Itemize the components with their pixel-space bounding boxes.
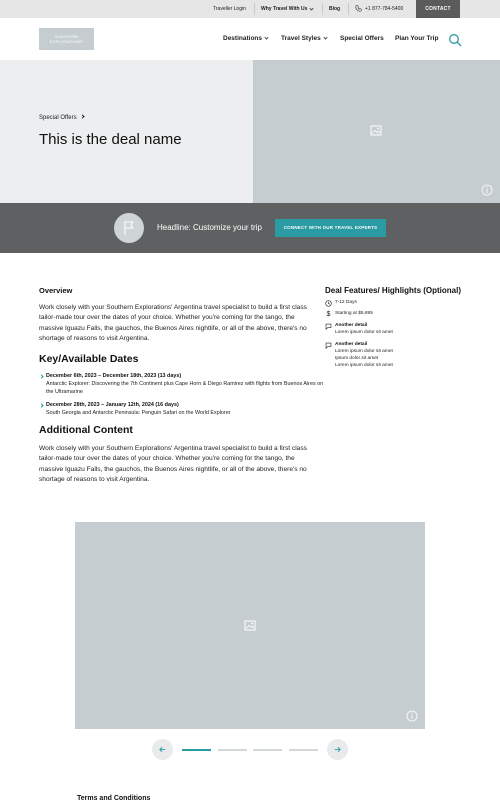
arrow-left-icon [158,745,167,754]
slider-dot[interactable] [289,749,318,751]
flag-icon [114,213,144,243]
utility-divider [348,3,349,15]
info-icon[interactable] [406,710,418,722]
date-description: South Georgia and Antarctic Peninsula: Penguin Safari on the World Explorer [46,410,231,416]
logo[interactable] [39,28,94,50]
date-description: Antarctic Explorer: Discovering the 7th Continent plus Cape Horn & Diego Ramirez with flights from Buenos Aires on the Ultramarine [46,381,324,395]
overview-text: Work closely with your Southern Explorations' Argentina travel specialist to build a first class tailor-made tour over the dates of your choice. Whether you're coming for the tango, the massive Iguazu Falls, the gauchos, the Buenos Aires nightlife, or all of the above, there's no shortage of reasons to visit Argentina. [39,304,307,342]
page-title: This is the deal name [39,131,182,148]
connect-experts-button[interactable]: CONNECT WITH OUR TRAVEL EXPERTS [275,219,386,237]
hero-text-panel [0,60,253,203]
detail-title: Another detail [335,323,368,328]
phone-number: +1 877-784-5400 [365,6,404,12]
additional-heading: Additional Content [39,424,133,436]
utility-divider [254,3,255,15]
detail-line: Lorem ipsum dolor sit amet [335,330,393,335]
logo-line-1: SOUTHERN [54,34,79,39]
detail-line: Lorem ipsum dolor sit amet [335,363,393,368]
utility-bar [0,0,500,18]
slider-prev-button[interactable] [152,739,173,760]
sidebar-title: Deal Features/ Highlights (Optional) [325,286,462,295]
breadcrumb[interactable] [39,115,84,121]
hero [0,60,500,203]
blog-link[interactable]: Blog [329,6,341,12]
hero-image [253,60,500,203]
chevron-right-icon [39,374,43,378]
detail-line: Lorem ipsum dolor sit amet [335,349,393,354]
search-icon[interactable] [448,33,462,47]
info-icon[interactable] [481,184,493,196]
cta-banner [0,203,500,253]
traveller-login-link[interactable]: Traveller Login [213,6,246,12]
slider-dot[interactable] [218,749,247,751]
breadcrumb-label: Special Offers [39,115,77,121]
nav-destinations[interactable] [223,35,268,42]
slider-next-button[interactable] [327,739,348,760]
banner-headline: Headline: Customize your trip [157,223,262,232]
detail-line: Ipsum dolor sit amet [335,356,379,361]
chevron-down-icon [310,6,314,10]
nav-destinations-label: Destinations [223,35,263,42]
flag-badge [114,213,144,243]
terms-heading: Terms and Conditions [77,795,151,800]
comment-icon [325,323,332,330]
nav-special-offers[interactable]: Special Offers [340,35,384,42]
feature-days: 7-12 Days [335,300,357,305]
overview-heading: Overview [39,286,73,295]
main-nav [0,18,500,60]
image-placeholder-icon [244,620,256,631]
logo-line-2: EXPLORATIONS [49,39,84,44]
chevron-right-icon [39,403,43,407]
chevron-right-icon [80,115,84,119]
nav-plan-trip[interactable]: Plan Your Trip [395,35,439,42]
phone-link[interactable] [355,0,403,18]
dollar-icon: $ [326,311,331,318]
slider-dot-active[interactable] [182,749,211,751]
phone-icon [355,5,362,12]
chevron-down-icon [323,36,327,40]
clock-icon [325,300,332,307]
additional-text: Work closely with your Southern Explorations' Argentina travel specialist to build a first class tailor-made tour over the dates of your choice. Whether you're coming for the tango, the massive Iguazu Falls, the gauchos, the Buenos Aires nightlife, or all of the above, there's no shortage of reasons to visit Argentina. [39,445,307,483]
nav-travel-styles-label: Travel Styles [281,35,321,42]
comment-icon [325,342,332,349]
date-range: December 28th, 2023 – January 12th, 2024 (16 days) [46,402,179,408]
arrow-right-icon [333,745,342,754]
gallery-slider [0,739,500,761]
dates-heading: Key/Available Dates [39,353,139,365]
nav-travel-styles[interactable] [281,35,327,42]
date-range: December 6th, 2023 – December 18th, 2023 (13 days) [46,373,182,379]
gallery-image [75,522,425,729]
feature-price-text: Starting at $5,895 [335,311,373,316]
why-travel-label: Why Travel With Us [261,6,308,12]
image-placeholder-icon [370,125,382,136]
why-travel-dropdown[interactable] [261,0,313,18]
contact-button[interactable]: CONTACT [416,0,460,18]
chevron-down-icon [264,36,268,40]
detail-title: Another detail [335,342,368,347]
utility-divider [322,3,323,15]
slider-dot[interactable] [253,749,282,751]
